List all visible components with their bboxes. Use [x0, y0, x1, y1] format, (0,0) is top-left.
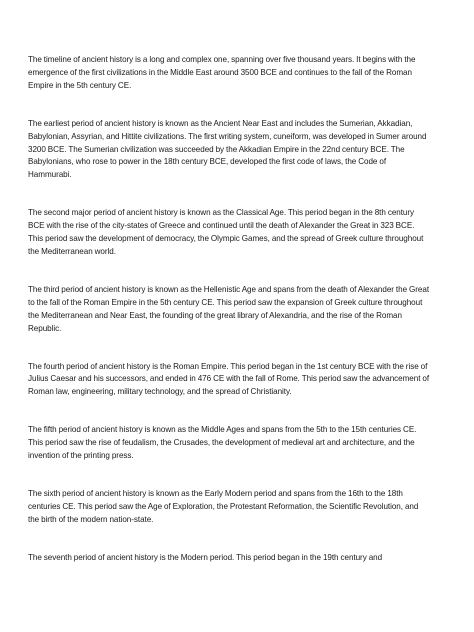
- paragraph-modern: The seventh period of ancient history is the Modern period. This period began in the 19th century and: [28, 552, 383, 562]
- paragraph-early-modern: The sixth period of ancient history is known as the Early Modern period and spans from the 16th to the 18th centuries CE. This period saw the Age of Exploration, the Protestant Reformation, the Scientific Revolution, and the birth of the modern nation-state.: [28, 488, 419, 524]
- paragraph-intro: The timeline of ancient history is a long and complex one, spanning over five thousand years. It begins with the emergence of the first civilizations in the Middle East around 3500 BCE and continues to the fall of the Roman Empire in the 5th century CE.: [28, 55, 416, 90]
- paragraph-ancient-near-east: The earliest period of ancient history is known as the Ancient Near East and includes the Sumerian, Akkadian, Babylonian, Assyrian, and Hittite civilizations. The first writing system, cuneiform, was developed in Sumer around 3200 BCE. The Sumerian civilization was succeeded by the Akkadian Empire in the 22nd century BCE. The Babylonians, who rose to power in the 18th century BCE, developed the first code of laws, the Code of Hammurabi.: [28, 118, 427, 180]
- paragraph-hellenistic-age: The third period of ancient history is known as the Hellenistic Age and spans from the death of Alexander the Great to the fall of the Roman Empire in the 5th century CE. This period saw the expansion of Greek culture throughout the Mediterranean and Near East, the founding of the great library of Alexandria, and the rise of the Roman Republic.: [28, 284, 430, 333]
- paragraph-roman-empire: The fourth period of ancient history is the Roman Empire. This period began in the 1st century BCE with the rise of Julius Caesar and his successors, and ended in 476 CE with the fall of Rome. This period saw the advancement of Roman law, engineering, military technology, and the spread of Christianity.: [28, 361, 430, 397]
- paragraph-middle-ages: The fifth period of ancient history is known as the Middle Ages and spans from the 5th to the 15th centuries CE. This period saw the rise of feudalism, the Crusades, the development of medieval art and architecture, and the invention of the printing press.: [28, 425, 417, 461]
- paragraph-classical-age: The second major period of ancient history is known as the Classical Age. This period began in the 8th century BCE with the rise of the city-states of Greece and continued until the death of Alexander the Great in 323 BCE. This period saw the development of democracy, the Olympic Games, and the spread of Greek culture throughout the Mediterranean world.: [28, 208, 424, 256]
